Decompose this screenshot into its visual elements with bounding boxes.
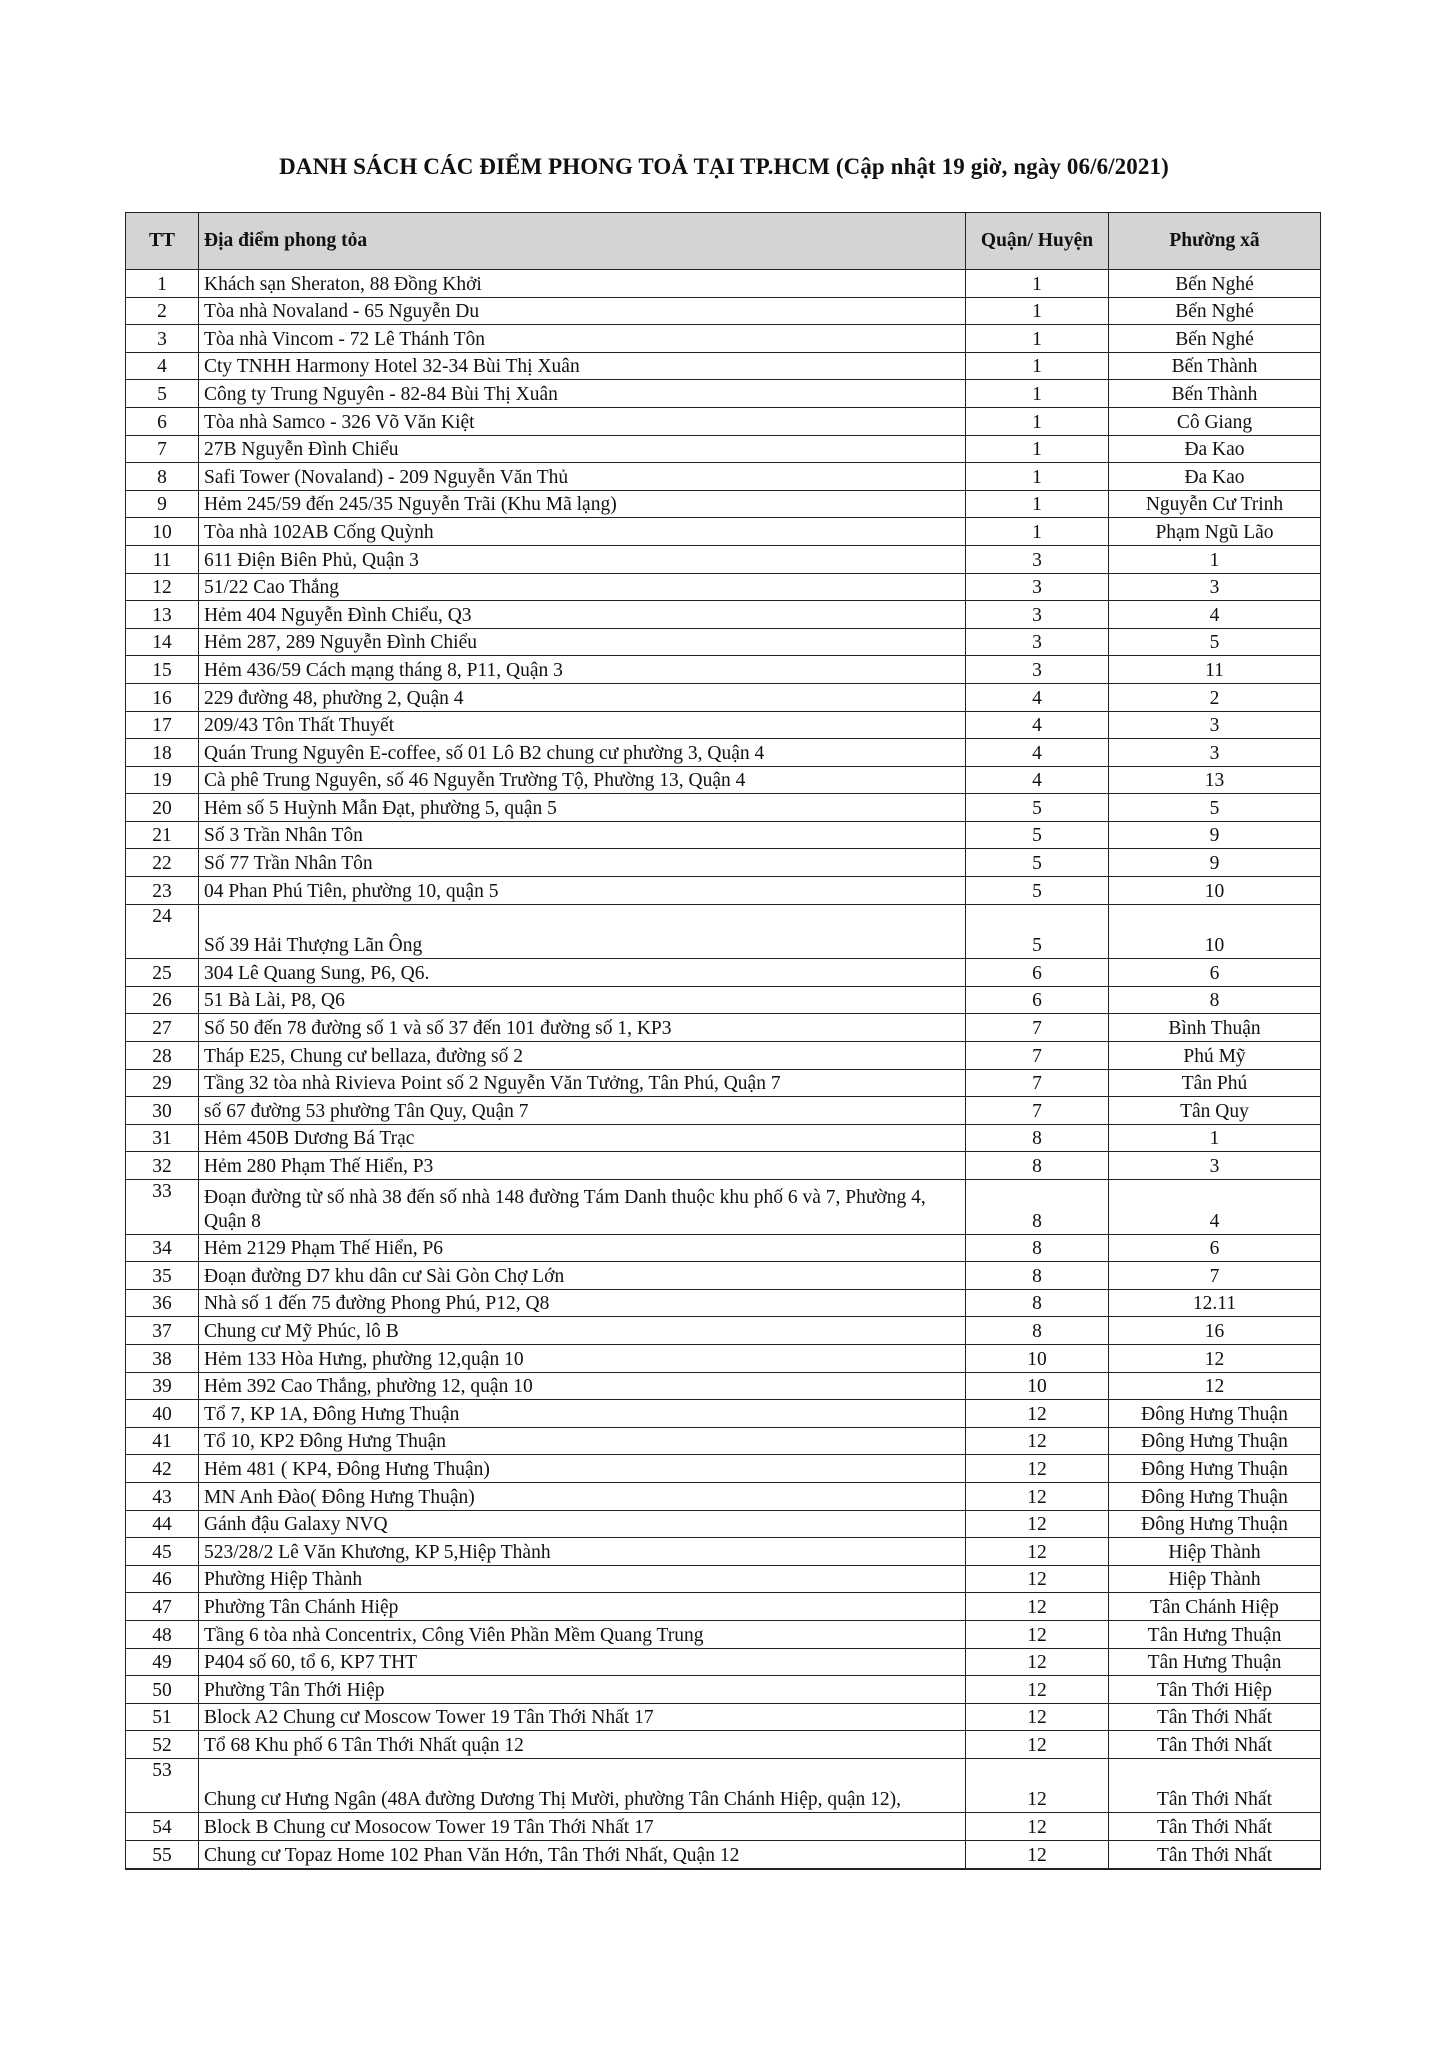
row-address: Hẻm 392 Cao Thắng, phường 12, quận 10 [199, 1372, 966, 1400]
row-address: Hẻm 245/59 đến 245/35 Nguyễn Trãi (Khu Mã lạng) [199, 490, 966, 518]
row-number: 42 [126, 1455, 199, 1483]
row-number: 29 [126, 1069, 199, 1097]
row-ward: 7 [1109, 1262, 1321, 1290]
table-row [126, 1289, 1321, 1317]
table-row [126, 490, 1321, 518]
table-row [126, 904, 1321, 959]
row-address: Tháp E25, Chung cư bellaza, đường số 2 [199, 1042, 966, 1070]
row-district: 5 [966, 877, 1109, 905]
header-address: Địa điểm phong tỏa [199, 213, 966, 270]
row-address: Công ty Trung Nguyên - 82-84 Bùi Thị Xuân [199, 380, 966, 408]
row-number: 13 [126, 601, 199, 629]
row-ward: 10 [1109, 877, 1321, 905]
row-number: 25 [126, 959, 199, 987]
row-address: Safi Tower (Novaland) - 209 Nguyễn Văn Thủ [199, 463, 966, 491]
row-number: 9 [126, 490, 199, 518]
row-district: 10 [966, 1344, 1109, 1372]
table-row [126, 1014, 1321, 1042]
row-ward: Tân Thới Nhất [1109, 1731, 1321, 1759]
row-address: Số 39 Hải Thượng Lãn Ông [199, 904, 966, 959]
row-ward: Tân Thới Nhất [1109, 1813, 1321, 1841]
row-address: Hẻm 481 ( KP4, Đông Hưng Thuận) [199, 1455, 966, 1483]
row-ward: Hiệp Thành [1109, 1565, 1321, 1593]
row-number: 30 [126, 1097, 199, 1125]
row-district: 1 [966, 325, 1109, 353]
row-number: 47 [126, 1593, 199, 1621]
row-number: 44 [126, 1510, 199, 1538]
row-ward: 8 [1109, 986, 1321, 1014]
row-ward: 3 [1109, 739, 1321, 767]
row-number: 4 [126, 352, 199, 380]
row-address: Tòa nhà Samco - 326 Võ Văn Kiệt [199, 407, 966, 435]
row-district: 12 [966, 1565, 1109, 1593]
row-number: 1 [126, 270, 199, 298]
row-address: P404 số 60, tổ 6, KP7 THT [199, 1648, 966, 1676]
table-row [126, 1676, 1321, 1704]
row-ward: 3 [1109, 573, 1321, 601]
table-row [126, 270, 1321, 298]
row-district: 4 [966, 711, 1109, 739]
row-ward: Phú Mỹ [1109, 1042, 1321, 1070]
table-row [126, 1565, 1321, 1593]
row-address: Cty TNHH Harmony Hotel 32-34 Bùi Thị Xuân [199, 352, 966, 380]
row-number: 36 [126, 1289, 199, 1317]
row-number: 34 [126, 1234, 199, 1262]
row-ward: 9 [1109, 849, 1321, 877]
table-row [126, 1538, 1321, 1566]
row-district: 7 [966, 1042, 1109, 1070]
row-address: 209/43 Tôn Thất Thuyết [199, 711, 966, 739]
row-address: Phường Tân Chánh Hiệp [199, 1593, 966, 1621]
row-ward: Tân Thới Nhất [1109, 1758, 1321, 1813]
table-row [126, 959, 1321, 987]
row-number: 24 [126, 904, 199, 959]
row-ward: 12.11 [1109, 1289, 1321, 1317]
row-number: 8 [126, 463, 199, 491]
row-district: 7 [966, 1097, 1109, 1125]
row-address: Đoạn đường D7 khu dân cư Sài Gòn Chợ Lớn [199, 1262, 966, 1290]
row-ward: Bình Thuận [1109, 1014, 1321, 1042]
row-address: Tầng 32 tòa nhà Rivieva Point số 2 Nguyễn Văn Tưởng, Tân Phú, Quận 7 [199, 1069, 966, 1097]
row-ward: 4 [1109, 601, 1321, 629]
row-ward: 3 [1109, 1152, 1321, 1180]
row-address: Quán Trung Nguyên E-coffee, số 01 Lô B2 chung cư phường 3, Quận 4 [199, 739, 966, 767]
table-row [126, 1069, 1321, 1097]
row-address: Đoạn đường từ số nhà 38 đến số nhà 148 đường Tám Danh thuộc khu phố 6 và 7, Phường 4, Quận 8 [199, 1180, 966, 1235]
row-address: Hẻm 436/59 Cách mạng tháng 8, P11, Quận 3 [199, 656, 966, 684]
row-number: 31 [126, 1124, 199, 1152]
table-row [126, 1152, 1321, 1180]
row-address: Tổ 7, KP 1A, Đông Hưng Thuận [199, 1400, 966, 1428]
row-number: 39 [126, 1372, 199, 1400]
header-ward: Phường xã [1109, 213, 1321, 270]
row-district: 3 [966, 545, 1109, 573]
row-number: 46 [126, 1565, 199, 1593]
row-address: Nhà số 1 đến 75 đường Phong Phú, P12, Q8 [199, 1289, 966, 1317]
table-row [126, 877, 1321, 905]
row-district: 12 [966, 1455, 1109, 1483]
row-ward: Hiệp Thành [1109, 1538, 1321, 1566]
row-address: Block A2 Chung cư Moscow Tower 19 Tân Thới Nhất 17 [199, 1703, 966, 1731]
row-address: Hẻm 287, 289 Nguyễn Đình Chiểu [199, 628, 966, 656]
table-row [126, 1841, 1321, 1869]
row-address: Hẻm 450B Dương Bá Trạc [199, 1124, 966, 1152]
row-number: 21 [126, 821, 199, 849]
row-ward: 1 [1109, 1124, 1321, 1152]
row-district: 12 [966, 1813, 1109, 1841]
row-ward: 6 [1109, 959, 1321, 987]
table-row [126, 1482, 1321, 1510]
row-ward: Đông Hưng Thuận [1109, 1455, 1321, 1483]
row-district: 1 [966, 270, 1109, 298]
row-district: 4 [966, 766, 1109, 794]
row-district: 12 [966, 1538, 1109, 1566]
row-district: 12 [966, 1510, 1109, 1538]
row-ward: Đông Hưng Thuận [1109, 1400, 1321, 1428]
row-number: 37 [126, 1317, 199, 1345]
row-number: 53 [126, 1758, 199, 1813]
row-district: 1 [966, 297, 1109, 325]
row-address: Tòa nhà Novaland - 65 Nguyễn Du [199, 297, 966, 325]
row-address: 51/22 Cao Thắng [199, 573, 966, 601]
table-row [126, 766, 1321, 794]
row-district: 5 [966, 821, 1109, 849]
row-ward: Bến Thành [1109, 380, 1321, 408]
table-header-row [126, 213, 1321, 270]
table-row [126, 463, 1321, 491]
row-address: Hẻm số 5 Huỳnh Mẫn Đạt, phường 5, quận 5 [199, 794, 966, 822]
row-district: 12 [966, 1758, 1109, 1813]
row-number: 32 [126, 1152, 199, 1180]
row-number: 23 [126, 877, 199, 905]
table-row [126, 1620, 1321, 1648]
row-number: 41 [126, 1427, 199, 1455]
row-district: 12 [966, 1648, 1109, 1676]
row-ward: Tân Hưng Thuận [1109, 1648, 1321, 1676]
row-ward: Đông Hưng Thuận [1109, 1427, 1321, 1455]
row-address: Tòa nhà 102AB Cống Quỳnh [199, 518, 966, 546]
row-number: 17 [126, 711, 199, 739]
row-number: 28 [126, 1042, 199, 1070]
row-number: 11 [126, 545, 199, 573]
table-row [126, 1455, 1321, 1483]
row-number: 38 [126, 1344, 199, 1372]
row-address: Chung cư Mỹ Phúc, lô B [199, 1317, 966, 1345]
row-number: 2 [126, 297, 199, 325]
row-district: 12 [966, 1620, 1109, 1648]
row-number: 22 [126, 849, 199, 877]
row-ward: 11 [1109, 656, 1321, 684]
row-ward: Bến Nghé [1109, 270, 1321, 298]
table-row [126, 435, 1321, 463]
row-district: 4 [966, 739, 1109, 767]
row-address: Số 50 đến 78 đường số 1 và số 37 đến 101 đường số 1, KP3 [199, 1014, 966, 1042]
row-ward: 10 [1109, 904, 1321, 959]
table-row [126, 545, 1321, 573]
row-number: 40 [126, 1400, 199, 1428]
row-ward: Cô Giang [1109, 407, 1321, 435]
row-district: 1 [966, 463, 1109, 491]
row-district: 12 [966, 1703, 1109, 1731]
row-ward: 13 [1109, 766, 1321, 794]
table-row [126, 1758, 1321, 1813]
row-district: 3 [966, 573, 1109, 601]
row-address: Cà phê Trung Nguyên, số 46 Nguyễn Trường Tộ, Phường 13, Quận 4 [199, 766, 966, 794]
row-ward: Nguyễn Cư Trinh [1109, 490, 1321, 518]
row-ward: 6 [1109, 1234, 1321, 1262]
row-district: 12 [966, 1731, 1109, 1759]
row-district: 12 [966, 1841, 1109, 1869]
table-row [126, 1427, 1321, 1455]
row-ward: Đa Kao [1109, 463, 1321, 491]
row-number: 26 [126, 986, 199, 1014]
row-number: 51 [126, 1703, 199, 1731]
row-district: 6 [966, 959, 1109, 987]
row-number: 12 [126, 573, 199, 601]
table-row [126, 407, 1321, 435]
table-row [126, 821, 1321, 849]
row-district: 5 [966, 849, 1109, 877]
row-number: 45 [126, 1538, 199, 1566]
table-row [126, 1234, 1321, 1262]
row-district: 1 [966, 490, 1109, 518]
row-district: 8 [966, 1180, 1109, 1235]
row-district: 12 [966, 1676, 1109, 1704]
table-row [126, 739, 1321, 767]
row-district: 7 [966, 1069, 1109, 1097]
row-number: 33 [126, 1180, 199, 1235]
row-ward: Bến Nghé [1109, 297, 1321, 325]
row-address: Số 3 Trần Nhân Tôn [199, 821, 966, 849]
row-address: 229 đường 48, phường 2, Quận 4 [199, 683, 966, 711]
page-title: DANH SÁCH CÁC ĐIỂM PHONG TOẢ TẠI TP.HCM (Cập nhật 19 giờ, ngày 06/6/2021) [279, 154, 1169, 179]
row-ward: Tân Thới Hiệp [1109, 1676, 1321, 1704]
row-district: 1 [966, 518, 1109, 546]
row-district: 12 [966, 1427, 1109, 1455]
row-ward: 16 [1109, 1317, 1321, 1345]
row-ward: Đa Kao [1109, 435, 1321, 463]
row-address: 304 Lê Quang Sung, P6, Q6. [199, 959, 966, 987]
row-address: Gánh đậu Galaxy NVQ [199, 1510, 966, 1538]
row-ward: 5 [1109, 794, 1321, 822]
table-row [126, 297, 1321, 325]
row-number: 20 [126, 794, 199, 822]
lockdown-table [125, 212, 1321, 1870]
row-address: Khách sạn Sheraton, 88 Đồng Khởi [199, 270, 966, 298]
row-district: 8 [966, 1317, 1109, 1345]
table-row [126, 656, 1321, 684]
row-number: 49 [126, 1648, 199, 1676]
row-address: Phường Hiệp Thành [199, 1565, 966, 1593]
row-address: Tổ 68 Khu phố 6 Tân Thới Nhất quận 12 [199, 1731, 966, 1759]
row-district: 12 [966, 1593, 1109, 1621]
row-district: 3 [966, 656, 1109, 684]
table-row [126, 1813, 1321, 1841]
row-number: 18 [126, 739, 199, 767]
row-address: Phường Tân Thới Hiệp [199, 1676, 966, 1704]
row-district: 3 [966, 601, 1109, 629]
row-address: Số 77 Trần Nhân Tôn [199, 849, 966, 877]
table-row [126, 1703, 1321, 1731]
table-row [126, 628, 1321, 656]
table-row [126, 711, 1321, 739]
row-address: Chung cư Hưng Ngân (48A đường Dương Thị Mười, phường Tân Chánh Hiệp, quận 12), [199, 1758, 966, 1813]
row-number: 55 [126, 1841, 199, 1869]
table-row [126, 601, 1321, 629]
row-ward: Bến Nghé [1109, 325, 1321, 353]
row-district: 6 [966, 986, 1109, 1014]
table-row [126, 683, 1321, 711]
table-row [126, 352, 1321, 380]
table-row [126, 1262, 1321, 1290]
table-row [126, 849, 1321, 877]
table-body [126, 270, 1321, 1869]
row-address: Hẻm 404 Nguyễn Đình Chiểu, Q3 [199, 601, 966, 629]
row-number: 3 [126, 325, 199, 353]
row-district: 8 [966, 1289, 1109, 1317]
row-address: 27B Nguyễn Đình Chiểu [199, 435, 966, 463]
row-ward: 12 [1109, 1372, 1321, 1400]
row-ward: Tân Chánh Hiệp [1109, 1593, 1321, 1621]
row-address: Block B Chung cư Mosocow Tower 19 Tân Thới Nhất 17 [199, 1813, 966, 1841]
row-address: Hẻm 280 Phạm Thế Hiển, P3 [199, 1152, 966, 1180]
row-number: 10 [126, 518, 199, 546]
row-number: 48 [126, 1620, 199, 1648]
row-address: MN Anh Đào( Đông Hưng Thuận) [199, 1482, 966, 1510]
table-row [126, 1124, 1321, 1152]
row-address: Tổ 10, KP2 Đông Hưng Thuận [199, 1427, 966, 1455]
row-ward: 2 [1109, 683, 1321, 711]
table-row [126, 1593, 1321, 1621]
row-address: Hẻm 2129 Phạm Thế Hiển, P6 [199, 1234, 966, 1262]
table-row [126, 1648, 1321, 1676]
row-district: 7 [966, 1014, 1109, 1042]
row-district: 8 [966, 1262, 1109, 1290]
row-ward: Tân Phú [1109, 1069, 1321, 1097]
row-district: 1 [966, 352, 1109, 380]
row-ward: Tân Quy [1109, 1097, 1321, 1125]
header-district: Quận/ Huyện [966, 213, 1109, 270]
table-row [126, 1042, 1321, 1070]
row-district: 8 [966, 1152, 1109, 1180]
row-district: 1 [966, 380, 1109, 408]
row-ward: Tân Hưng Thuận [1109, 1620, 1321, 1648]
row-ward: Đông Hưng Thuận [1109, 1482, 1321, 1510]
table-row [126, 1344, 1321, 1372]
row-ward: 1 [1109, 545, 1321, 573]
row-ward: 3 [1109, 711, 1321, 739]
table-row [126, 1510, 1321, 1538]
row-district: 5 [966, 904, 1109, 959]
table-row [126, 986, 1321, 1014]
row-number: 27 [126, 1014, 199, 1042]
row-ward: Bến Thành [1109, 352, 1321, 380]
row-number: 54 [126, 1813, 199, 1841]
row-ward: Tân Thới Nhất [1109, 1841, 1321, 1869]
row-address: 04 Phan Phú Tiên, phường 10, quận 5 [199, 877, 966, 905]
row-ward: Phạm Ngũ Lão [1109, 518, 1321, 546]
table-row [126, 1097, 1321, 1125]
row-address: Chung cư Topaz Home 102 Phan Văn Hớn, Tân Thới Nhất, Quận 12 [199, 1841, 966, 1869]
header-tt: TT [126, 213, 199, 270]
row-district: 4 [966, 683, 1109, 711]
row-number: 35 [126, 1262, 199, 1290]
row-district: 5 [966, 794, 1109, 822]
table-row [126, 1317, 1321, 1345]
row-number: 7 [126, 435, 199, 463]
table-row [126, 380, 1321, 408]
table-row [126, 794, 1321, 822]
row-number: 16 [126, 683, 199, 711]
row-ward: Đông Hưng Thuận [1109, 1510, 1321, 1538]
row-district: 3 [966, 628, 1109, 656]
table-row [126, 1372, 1321, 1400]
row-address: Tòa nhà Vincom - 72 Lê Thánh Tôn [199, 325, 966, 353]
row-ward: 9 [1109, 821, 1321, 849]
row-ward: Tân Thới Nhất [1109, 1703, 1321, 1731]
table-row [126, 1731, 1321, 1759]
row-number: 5 [126, 380, 199, 408]
row-district: 12 [966, 1400, 1109, 1428]
row-number: 19 [126, 766, 199, 794]
table-row [126, 325, 1321, 353]
row-number: 43 [126, 1482, 199, 1510]
row-number: 52 [126, 1731, 199, 1759]
row-address: 523/28/2 Lê Văn Khương, KP 5,Hiệp Thành [199, 1538, 966, 1566]
row-address: 611 Điện Biên Phủ, Quận 3 [199, 545, 966, 573]
row-district: 12 [966, 1482, 1109, 1510]
row-number: 15 [126, 656, 199, 684]
row-district: 8 [966, 1234, 1109, 1262]
row-ward: 5 [1109, 628, 1321, 656]
row-number: 6 [126, 407, 199, 435]
row-ward: 12 [1109, 1344, 1321, 1372]
row-district: 1 [966, 435, 1109, 463]
row-district: 1 [966, 407, 1109, 435]
table-row [126, 1180, 1321, 1235]
row-number: 50 [126, 1676, 199, 1704]
row-district: 10 [966, 1372, 1109, 1400]
row-address: Hẻm 133 Hòa Hưng, phường 12,quận 10 [199, 1344, 966, 1372]
row-address: số 67 đường 53 phường Tân Quy, Quận 7 [199, 1097, 966, 1125]
row-number: 14 [126, 628, 199, 656]
row-address: 51 Bà Lài, P8, Q6 [199, 986, 966, 1014]
row-district: 8 [966, 1124, 1109, 1152]
row-ward: 4 [1109, 1180, 1321, 1235]
table-row [126, 1400, 1321, 1428]
table-row [126, 518, 1321, 546]
row-address: Tầng 6 tòa nhà Concentrix, Công Viên Phần Mềm Quang Trung [199, 1620, 966, 1648]
table-row [126, 573, 1321, 601]
